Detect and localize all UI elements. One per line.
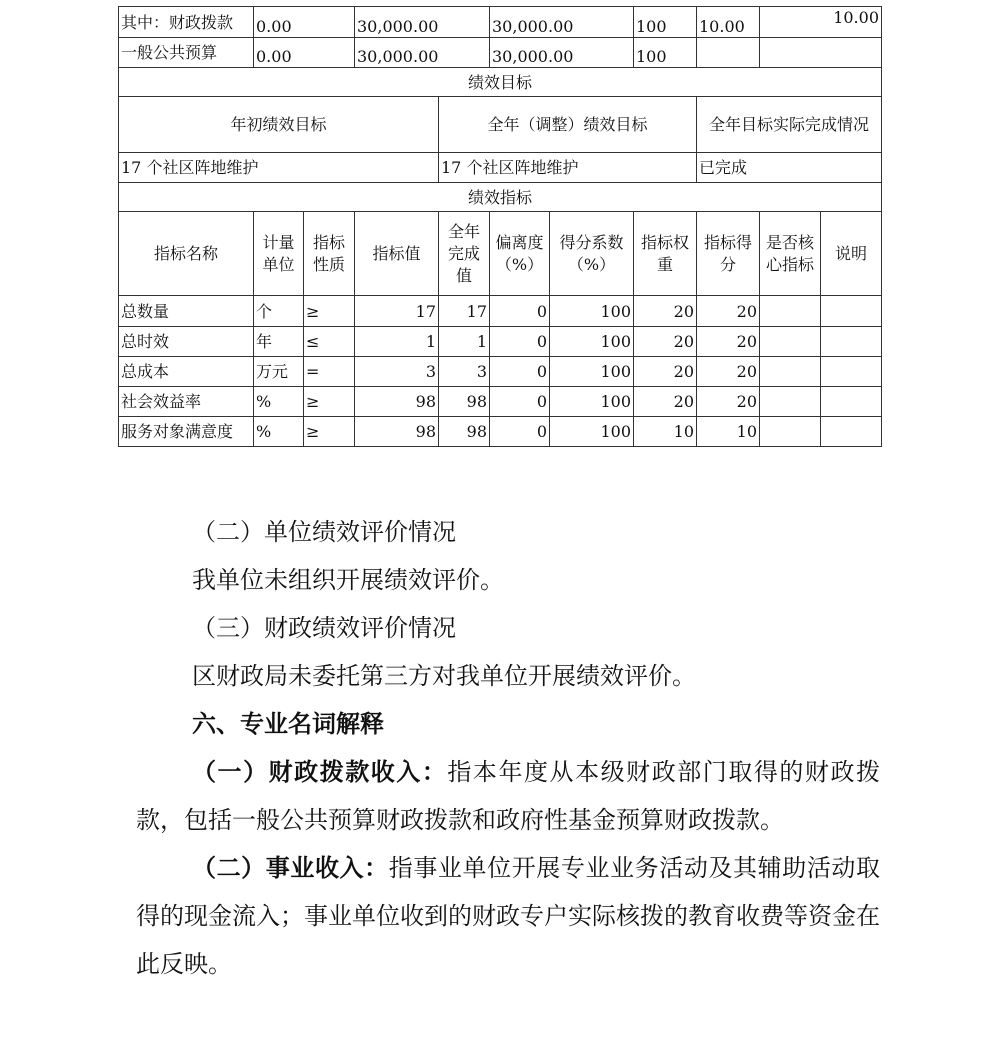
- indicator-coefficient: 100: [550, 387, 634, 417]
- indicator-coefficient: 100: [550, 417, 634, 447]
- indicator-value: 1: [355, 327, 439, 357]
- indicator-nature: =: [304, 357, 355, 387]
- indicator-core: [760, 387, 821, 417]
- targets-value-row: [119, 153, 882, 183]
- indicator-deviation: 0: [490, 387, 550, 417]
- definition-body: 指事业单位开展专业业务活动及其辅助活动取得的现金流入；事业单位收到的财政专户实际核拨的教育收费等资金在此反映。: [136, 854, 881, 978]
- indicator-core: [760, 296, 821, 327]
- indicator-nature: ≤: [304, 327, 355, 357]
- indicator-note: [821, 296, 882, 327]
- definition-body: 指本年度从本级财政部门取得的财政拨款，包括一般公共预算财政拨款和政府性基金预算财政拨款。: [136, 758, 881, 834]
- header-unit: 计量单位: [254, 212, 304, 296]
- funds-cell: 100: [634, 38, 697, 68]
- indicator-name: 社会效益率: [119, 387, 254, 417]
- indicator-name: 总成本: [119, 357, 254, 387]
- funds-cell: 30,000.00: [490, 7, 634, 38]
- target-value-actual: 已完成: [697, 153, 882, 183]
- indicator-nature: ≥: [304, 417, 355, 447]
- indicator-score: 20: [697, 387, 760, 417]
- funds-cell: 10.00: [697, 7, 760, 38]
- header-value: 指标值: [355, 212, 439, 296]
- table-row: [119, 357, 882, 387]
- header-deviation: 偏离度（%）: [490, 212, 550, 296]
- indicator-nature: ≥: [304, 387, 355, 417]
- paragraph: 我单位未组织开展绩效评价。: [192, 566, 504, 594]
- funds-row-label: 一般公共预算: [119, 38, 254, 68]
- targets-title-row: [119, 68, 882, 97]
- definition-term: （二）事业收入：: [192, 853, 389, 882]
- indicator-score: 20: [697, 357, 760, 387]
- indicator-nature: ≥: [304, 296, 355, 327]
- indicator-deviation: 0: [490, 296, 550, 327]
- funds-cell: 100: [634, 7, 697, 38]
- funds-cell: [697, 38, 760, 68]
- indicator-name: 总时效: [119, 327, 254, 357]
- indicator-core: [760, 357, 821, 387]
- funds-row-fiscal: [119, 7, 882, 38]
- targets-header-row: [119, 97, 882, 153]
- indicator-value: 17: [355, 296, 439, 327]
- funds-cell: 0.00: [254, 7, 355, 38]
- definition-paragraph: [136, 844, 880, 988]
- header-core: 是否核心指标: [760, 212, 821, 296]
- indicator-weight: 20: [634, 387, 697, 417]
- indicator-note: [821, 327, 882, 357]
- indicator-score: 20: [697, 327, 760, 357]
- table-row: [119, 387, 882, 417]
- definition-paragraph: [136, 748, 880, 844]
- performance-table: [118, 6, 882, 447]
- chapter-heading: 六、专业名词解释: [192, 709, 384, 738]
- header-nature: 指标性质: [304, 212, 355, 296]
- indicator-core: [760, 327, 821, 357]
- funds-cell: 30,000.00: [490, 38, 634, 68]
- target-header-adjusted: 全年（调整）绩效目标: [439, 97, 697, 153]
- indicator-unit: 个: [254, 296, 304, 327]
- indicator-unit: 年: [254, 327, 304, 357]
- header-note: 说明: [821, 212, 882, 296]
- indicator-weight: 20: [634, 296, 697, 327]
- funds-cell: 0.00: [254, 38, 355, 68]
- indicator-note: [821, 387, 882, 417]
- indicator-deviation: 0: [490, 417, 550, 447]
- indicator-completed: 3: [439, 357, 490, 387]
- section-heading: （二）单位绩效评价情况: [192, 518, 456, 546]
- indicator-core: [760, 417, 821, 447]
- section-heading: （三）财政绩效评价情况: [192, 614, 456, 642]
- target-value-adjusted: 17 个社区阵地维护: [439, 153, 697, 183]
- funds-cell: [760, 38, 882, 68]
- table-row: [119, 296, 882, 327]
- indicator-coefficient: 100: [550, 296, 634, 327]
- target-value-initial: 17 个社区阵地维护: [119, 153, 439, 183]
- table-row: [119, 327, 882, 357]
- funds-cell: 30,000.00: [355, 38, 490, 68]
- indicator-name: 服务对象满意度: [119, 417, 254, 447]
- indicator-coefficient: 100: [550, 357, 634, 387]
- indicator-note: [821, 417, 882, 447]
- header-score: 指标得分: [697, 212, 760, 296]
- indicators-title-row: [119, 183, 882, 212]
- indicator-completed: 1: [439, 327, 490, 357]
- indicator-deviation: 0: [490, 327, 550, 357]
- indicator-completed: 98: [439, 417, 490, 447]
- indicator-unit: %: [254, 387, 304, 417]
- indicator-coefficient: 100: [550, 327, 634, 357]
- indicator-weight: 20: [634, 327, 697, 357]
- indicators-header-row: [119, 212, 882, 296]
- header-indicator-name: 指标名称: [119, 212, 254, 296]
- header-completed: 全年完成值: [439, 212, 490, 296]
- target-header-actual: 全年目标实际完成情况: [697, 97, 882, 153]
- indicator-note: [821, 357, 882, 387]
- indicator-unit: %: [254, 417, 304, 447]
- targets-section-title: 绩效目标: [119, 68, 882, 97]
- target-header-initial: 年初绩效目标: [119, 97, 439, 153]
- funds-row-label: 其中：财政拨款: [119, 7, 254, 38]
- indicator-value: 98: [355, 417, 439, 447]
- indicator-value: 98: [355, 387, 439, 417]
- funds-cell: 10.00: [760, 7, 882, 38]
- indicator-name: 总数量: [119, 296, 254, 327]
- header-coefficient: 得分系数（%）: [550, 212, 634, 296]
- paragraph: 区财政局未委托第三方对我单位开展绩效评价。: [192, 662, 696, 690]
- table-row: [119, 417, 882, 447]
- indicator-completed: 17: [439, 296, 490, 327]
- header-weight: 指标权重: [634, 212, 697, 296]
- funds-cell: 30,000.00: [355, 7, 490, 38]
- indicator-score: 10: [697, 417, 760, 447]
- indicator-completed: 98: [439, 387, 490, 417]
- indicator-weight: 10: [634, 417, 697, 447]
- definition-term: （一）财政拨款收入：: [192, 757, 448, 786]
- indicator-value: 3: [355, 357, 439, 387]
- indicator-deviation: 0: [490, 357, 550, 387]
- indicator-score: 20: [697, 296, 760, 327]
- body-text: [136, 508, 880, 988]
- indicator-weight: 20: [634, 357, 697, 387]
- funds-row-general: [119, 38, 882, 68]
- indicators-section-title: 绩效指标: [119, 183, 882, 212]
- indicator-unit: 万元: [254, 357, 304, 387]
